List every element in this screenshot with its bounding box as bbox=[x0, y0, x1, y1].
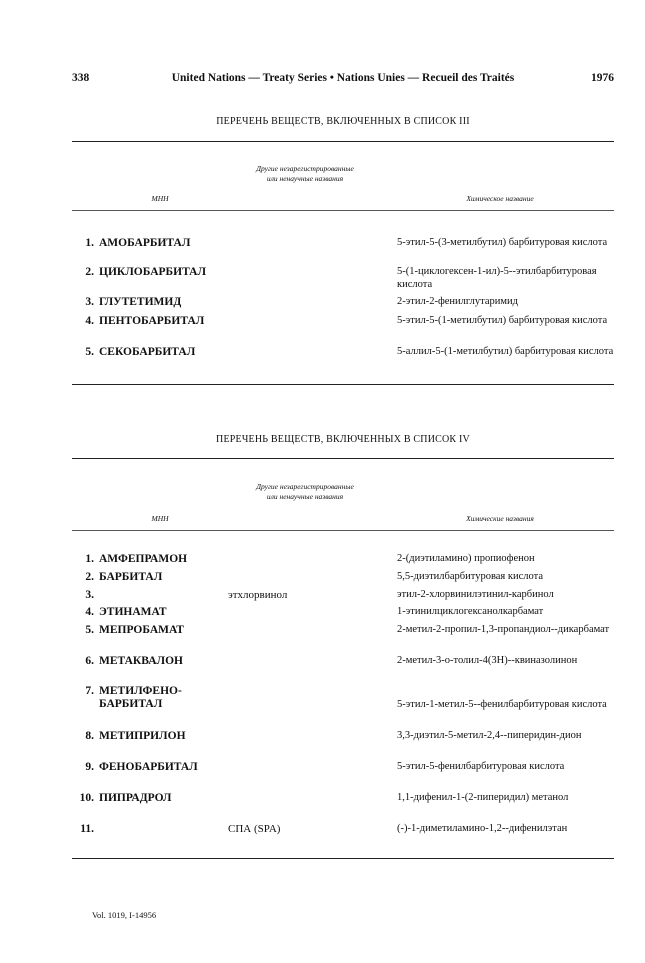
table1-bottom-rule bbox=[72, 384, 614, 385]
row-number: 3. bbox=[85, 296, 94, 308]
row-number: 1. bbox=[85, 237, 94, 249]
row-number: 10. bbox=[79, 792, 94, 804]
row-number: 2. bbox=[85, 266, 94, 278]
table1-header-rule bbox=[72, 210, 614, 211]
chemical-name: 3,3-диэтил-5-метил-2,4--пиперидин-дион bbox=[397, 730, 582, 741]
substance-name: ФЕНОБАРБИТАЛ bbox=[99, 761, 198, 773]
row-number: 7. bbox=[85, 685, 94, 697]
table2-top-rule bbox=[72, 458, 614, 459]
table2-col-chem: Химические названия bbox=[466, 514, 534, 523]
page-header bbox=[72, 72, 614, 88]
substance-name: ЦИКЛОБАРБИТАЛ bbox=[99, 266, 207, 278]
chemical-name: 2-этил-2-фенилглутаримид bbox=[397, 296, 519, 307]
table2-col-other: Другие незарегистрированные или ненаучные названия bbox=[256, 482, 354, 501]
table1-top-rule bbox=[72, 141, 614, 142]
chemical-name: 5-(1-циклогексен-1-ил)-5--этилбарбитуровая кислота bbox=[397, 266, 597, 290]
row-number: 1. bbox=[85, 553, 94, 565]
table1-col-other: Другие незарегистрированные или ненаучные названия bbox=[256, 164, 354, 183]
substance-name: ПИПРАДРОЛ bbox=[99, 792, 172, 804]
chemical-name: 2-метил-3-о-толил-4(3Н)--квиназолинон bbox=[397, 655, 578, 666]
substance-name: СЕКОБАРБИТАЛ bbox=[99, 346, 196, 358]
row-number: 5. bbox=[85, 624, 94, 636]
running-title: United Nations — Treaty Series • Nations Unies — Recueil des Traités bbox=[171, 72, 515, 84]
substance-name: БАРБИТАЛ bbox=[99, 571, 163, 583]
page-number: 338 bbox=[72, 72, 90, 84]
table1-col-inn: МНН bbox=[151, 194, 169, 203]
substance-name: ЭТИНАМАТ bbox=[99, 606, 167, 618]
substance-name: ПЕНТОБАРБИТАЛ bbox=[99, 315, 205, 327]
chemical-name: 5-этил-5-(3-метилбутил) барбитуровая кислота bbox=[397, 237, 608, 248]
chemical-name: этил-2-хлорвинилэтинил-карбинол bbox=[397, 589, 554, 600]
chemical-name: 5-этил-5-фенилбарбитуровая кислота bbox=[397, 761, 565, 772]
row-number: 4. bbox=[85, 315, 94, 327]
chemical-name: (-)-1-диметиламино-1,2--дифенилэтан bbox=[397, 823, 568, 834]
substance-name: МЕПРОБАМАТ bbox=[99, 624, 184, 636]
table2-title: ПЕРЕЧЕНЬ ВЕЩЕСТВ, ВКЛЮЧЕННЫХ В СПИСОК IV bbox=[216, 434, 470, 445]
row-number: 4. bbox=[85, 606, 94, 618]
chemical-name: 5-этил-5-(1-метилбутил) барбитуровая кислота bbox=[397, 315, 608, 326]
row-number: 5. bbox=[85, 346, 94, 358]
row-number: 8. bbox=[85, 730, 94, 742]
substance-name: АМФЕПРАМОН bbox=[99, 553, 188, 565]
chemical-name: 5,5-диэтилбарбитуровая кислота bbox=[397, 571, 543, 582]
table2-col-inn: МНН bbox=[151, 514, 169, 523]
chemical-name: 2-(диэтиламино) пропиофенон bbox=[397, 553, 535, 564]
chemical-name: 1-этинилциклогексанолкарбамат bbox=[397, 606, 544, 617]
other-name: СПА (SPA) bbox=[228, 823, 281, 835]
substance-name: МЕТИПРИЛОН bbox=[99, 730, 186, 742]
row-number: 3. bbox=[85, 589, 94, 601]
table1-title: ПЕРЕЧЕНЬ ВЕЩЕСТВ, ВКЛЮЧЕННЫХ В СПИСОК III bbox=[216, 116, 470, 127]
year: 1976 bbox=[591, 72, 614, 84]
table2-bottom-rule bbox=[72, 858, 614, 859]
chemical-name: 5-аллил-5-(1-метилбутил) барбитуровая кислота bbox=[397, 346, 614, 357]
row-number: 6. bbox=[85, 655, 94, 667]
substance-name: ГЛУТЕТИМИД bbox=[99, 296, 182, 308]
table1-col-chem: Химическое название bbox=[466, 194, 534, 203]
chemical-name: 5-этил-1-метил-5--фенилбарбитуровая кислота bbox=[397, 699, 607, 710]
other-name: этхлорвинол bbox=[228, 589, 288, 601]
chemical-name: 2-метил-2-пропил-1,3-пропандиол--дикарбамат bbox=[397, 624, 610, 635]
row-number: 2. bbox=[85, 571, 94, 583]
chemical-name: 1,1-дифенил-1-(2-пиперидил) метанол bbox=[397, 792, 569, 803]
substance-name: МЕТАКВАЛОН bbox=[99, 655, 183, 667]
substance-name: АМОБАРБИТАЛ bbox=[99, 237, 191, 249]
volume-reference: Vol. 1019, I-14956 bbox=[92, 910, 157, 920]
row-number: 9. bbox=[85, 761, 94, 773]
substance-name: МЕТИЛФЕНО-БАРБИТАЛ bbox=[99, 685, 182, 710]
row-number: 11. bbox=[80, 823, 94, 835]
table2-header-rule bbox=[72, 530, 614, 531]
